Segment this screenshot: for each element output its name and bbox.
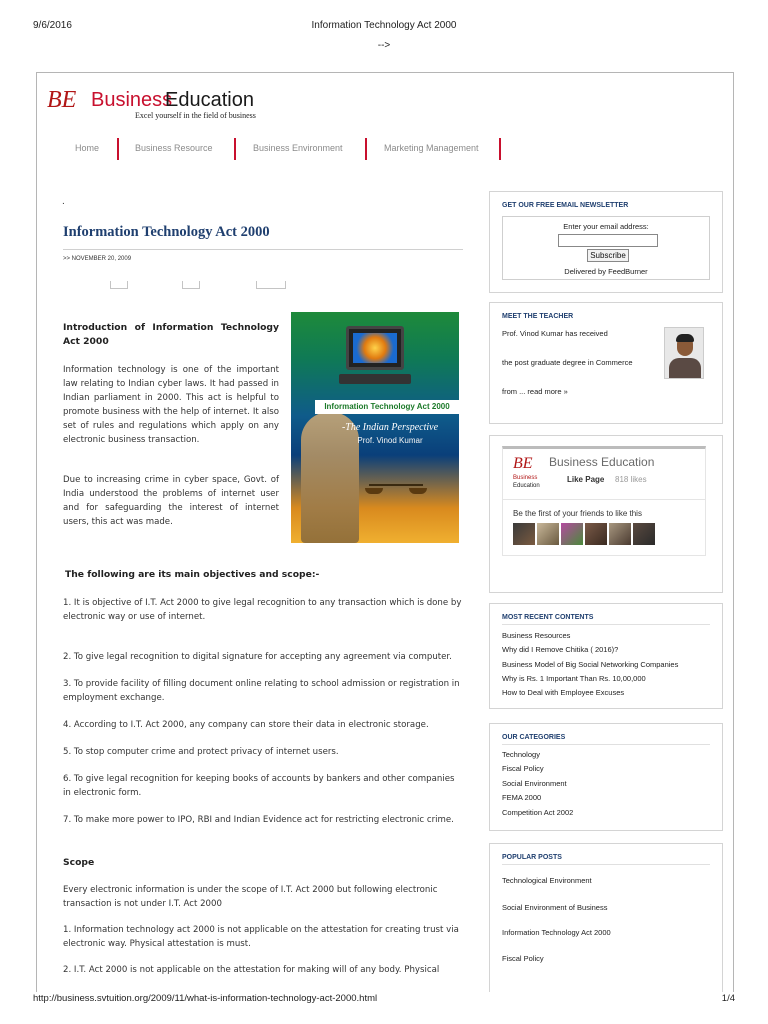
print-arrow: --> — [377, 40, 391, 51]
fb-avatar[interactable] — [633, 523, 655, 545]
email-input[interactable] — [558, 234, 658, 247]
fb-avatar[interactable] — [561, 523, 583, 545]
intro-heading: Introduction of Information Technology Act 2000 — [63, 322, 279, 347]
site-logo[interactable] — [47, 87, 277, 121]
objective-item: 6. To give legal recognition for keeping books of accounts by bankers and other companies in electronic form. — [63, 774, 455, 798]
nav-separator — [234, 138, 236, 160]
fb-avatar[interactable] — [585, 523, 607, 545]
print-date: 9/6/2016 — [33, 20, 72, 31]
popular-posts-widget — [489, 843, 723, 992]
recent-contents-widget — [489, 603, 723, 709]
popular-link[interactable]: Social Environment of Business — [502, 903, 608, 912]
share-button[interactable] — [182, 281, 200, 289]
intro-paragraph: Information technology is one of the important law relating to Indian cyber laws. It had passed in Indian parliament in 2000. This act is helpful to promote business with the help of internet. It also set of rules and regulations which apply on any electronic business transaction. — [63, 365, 279, 445]
objective-item: 1. It is objective of I.T. Act 2000 to give legal recognition to any transaction which is done by electronic way or use of internet. — [63, 598, 462, 622]
book-author: Prof. Vinod Kumar — [357, 436, 423, 445]
post-title[interactable]: Information Technology Act 2000 — [63, 224, 270, 240]
photo-hair — [676, 334, 694, 342]
categories-heading: OUR CATEGORIES — [502, 734, 566, 741]
fb-avatar[interactable] — [513, 523, 535, 545]
feedburner-credit: Delivered by FeedBurner — [564, 267, 648, 276]
scope-heading: Scope — [63, 857, 95, 868]
email-label: Enter your email address: — [563, 222, 649, 231]
objective-item: 3. To provide facility of filling document online relating to school admission or registration in employment exchange. — [63, 679, 460, 703]
teacher-photo — [664, 327, 704, 379]
recent-link[interactable]: Business Resources — [502, 631, 571, 640]
globe-screen-graphic — [353, 333, 397, 363]
print-footer-url: http://business.svtuition.org/2009/11/what-is-information-technology-act-2000.html — [33, 993, 378, 1004]
book-cover-image — [291, 312, 459, 543]
category-link[interactable]: Technology — [502, 750, 540, 759]
intro-paragraph: Due to increasing crime in cyber space, Govt. of India understood the problems of internet user and for safeguarding the interest of internet users, this act was made. — [63, 475, 279, 527]
logo-tagline: Excel yourself in the field of business — [135, 111, 256, 120]
fb-like-page-button[interactable]: Like Page — [567, 475, 605, 484]
book-title: Information Technology Act 2000 — [315, 400, 459, 414]
nav-business-environment[interactable]: Business Environment — [253, 143, 343, 153]
fb-avatar[interactable] — [537, 523, 559, 545]
teacher-widget — [489, 302, 723, 424]
teacher-read-more-link[interactable]: from ... read more » — [502, 387, 568, 396]
fb-page-name[interactable]: Business Education — [549, 455, 655, 469]
popular-link[interactable]: Information Technology Act 2000 — [502, 928, 611, 937]
category-link[interactable]: Social Environment — [502, 779, 567, 788]
widget-divider — [502, 744, 710, 745]
newsletter-form — [502, 216, 710, 280]
print-title: Information Technology Act 2000 — [311, 20, 457, 31]
teacher-text: the post graduate degree in Commerce — [502, 358, 633, 367]
newsletter-heading: GET OUR FREE EMAIL NEWSLETTER — [502, 202, 629, 209]
nav-separator — [499, 138, 501, 160]
photo-body — [669, 358, 701, 379]
fb-like-count: 818 likes — [615, 475, 647, 484]
print-page-number: 1/4 — [721, 993, 735, 1004]
share-button[interactable] — [256, 281, 286, 289]
fb-logo-be-mark: BE — [513, 455, 533, 472]
recent-link[interactable]: How to Deal with Employee Excuses — [502, 688, 625, 697]
fb-logo-sub: Education — [513, 483, 540, 489]
category-link[interactable]: FEMA 2000 — [502, 793, 542, 802]
teacher-text: Prof. Vinod Kumar has received — [502, 329, 608, 338]
category-link[interactable]: Fiscal Policy — [502, 764, 544, 773]
newsletter-widget — [489, 191, 723, 293]
objectives-heading: The following are its main objectives and scope:- — [65, 569, 320, 580]
popular-link[interactable]: Technological Environment — [502, 876, 592, 885]
nav-separator — [117, 138, 119, 160]
recent-link[interactable]: Why did I Remove Chitika ( 2016)? — [502, 645, 619, 654]
category-link[interactable]: Competition Act 2002 — [502, 808, 574, 817]
title-divider — [63, 249, 463, 250]
recent-heading: MOST RECENT CONTENTS — [502, 614, 594, 621]
popular-link[interactable]: Fiscal Policy — [502, 954, 544, 963]
scale-pan-graphic — [365, 488, 383, 494]
subscribe-button[interactable]: Subscribe — [587, 249, 629, 262]
widget-divider — [502, 624, 710, 625]
scope-item: 1. Information technology act 2000 is not applicable on the attestation for creating trust via electronic way. Physical attestation is must. — [63, 925, 459, 949]
book-subtitle: -The Indian Perspective — [341, 422, 439, 433]
web-page — [36, 72, 734, 992]
post-date: >> NOVEMBER 20, 2009 — [63, 256, 132, 262]
widget-divider — [502, 864, 710, 865]
scope-intro: Every electronic information is under the scope of I.T. Act 2000 but following electronic transaction is not under I.T. Act 2000 — [63, 885, 438, 909]
post-dot: . — [62, 196, 65, 207]
scope-item: 2. I.T. Act 2000 is not applicable on the attestation for making will of any body. Physical — [63, 965, 440, 975]
fb-divider — [503, 499, 705, 500]
facebook-page-plugin — [502, 446, 706, 556]
fb-logo-sub: Business — [513, 475, 538, 481]
objective-item: 4. According to I.T. Act 2000, any company can store their data in electronic storage. — [63, 720, 429, 730]
fb-avatar[interactable] — [609, 523, 631, 545]
scales-graphic — [369, 484, 423, 486]
categories-widget — [489, 723, 723, 831]
popular-heading: POPULAR POSTS — [502, 854, 562, 861]
share-button[interactable] — [110, 281, 128, 289]
objective-item: 7. To make more power to IPO, RBI and Indian Evidence act for restricting electronic crime. — [63, 815, 454, 825]
computer-monitor-graphic — [346, 326, 404, 370]
nav-marketing-management[interactable]: Marketing Management — [384, 143, 479, 153]
objective-item: 5. To stop computer crime and protect privacy of internet users. — [63, 747, 339, 757]
objective-item: 2. To give legal recognition to digital signature for accepting any agreement via computer. — [63, 652, 452, 662]
recent-link[interactable]: Business Model of Big Social Networking Companies — [502, 660, 679, 669]
nav-home[interactable]: Home — [75, 143, 100, 153]
facebook-widget — [489, 435, 723, 593]
teacher-heading: MEET THE TEACHER — [502, 313, 574, 320]
recent-link[interactable]: Why is Rs. 1 Important Than Rs. 10,00,000 — [502, 674, 646, 683]
nav-business-resource[interactable]: Business Resource — [135, 143, 213, 153]
nav-separator — [365, 138, 367, 160]
logo-education-word: Education — [165, 89, 254, 111]
logo-business-word: Business — [91, 89, 173, 111]
fb-friends-text: Be the first of your friends to like this — [513, 509, 642, 518]
scale-pan-graphic — [409, 488, 427, 494]
logo-be-mark: BE — [47, 87, 77, 113]
keyboard-graphic — [339, 374, 411, 384]
